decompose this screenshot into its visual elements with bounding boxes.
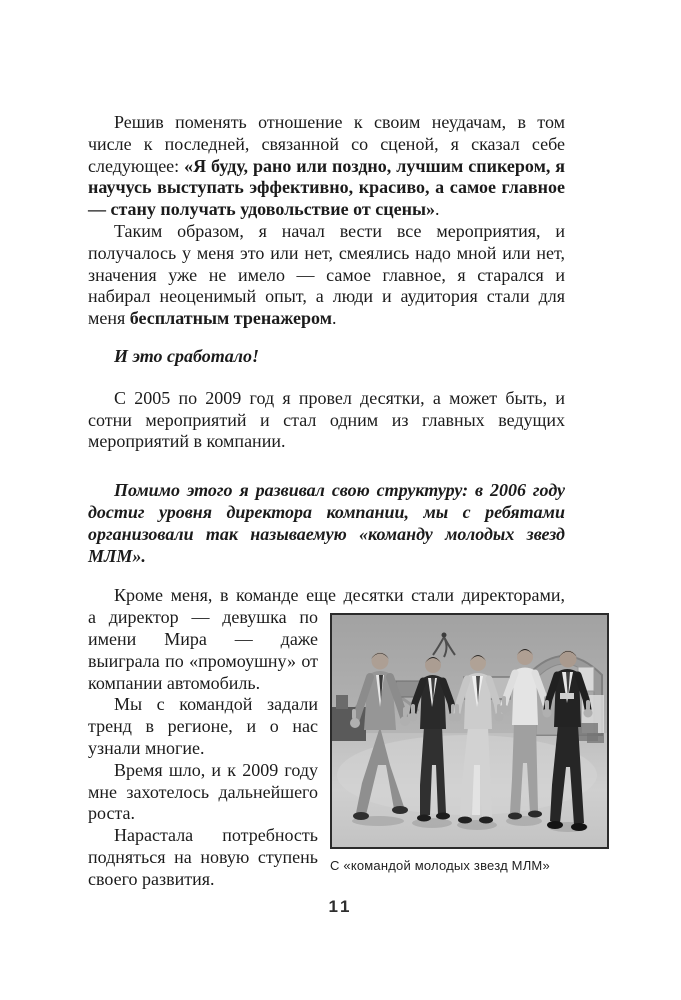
body-paragraph-5-lead: Кроме меня, в команде еще десятки стали директорами,	[114, 585, 565, 606]
body-paragraph-8: Нарастала потребность подняться на новую ступень своего развития.	[88, 825, 318, 889]
team-photo	[330, 613, 609, 849]
body-paragraph-1	[88, 112, 565, 221]
photo-text-wrap-section	[88, 607, 609, 890]
paragraph-1-bold-quote: «Я буду, рано или поздно, лучшим спикером, я научусь выступать эффективно, красиво, а самое главное — стану получать удовольствие от сцены»	[88, 155, 565, 220]
paragraph-1-period: .	[435, 199, 440, 220]
paragraph-2-period: .	[331, 308, 337, 329]
body-paragraph-6: Мы с командой задали тренд в регионе, и о нас узнали многие.	[88, 694, 318, 758]
body-paragraph-7: Время шло, и к 2009 году мне захотелось дальнейшего роста.	[88, 759, 318, 824]
photo-caption: С «командой молодых звезд МЛМ»	[330, 858, 550, 874]
paragraph-1-text: Решив поменять отношение к своим неудачам, в том числе к последней, связанной со сценой, я сказал себе следующее:	[88, 112, 565, 176]
body-paragraph-2	[88, 221, 565, 330]
paragraph-2-text: Таким образом, я начал вести все мероприятия, и получалось у меня это или нет, смеялись надо мной или нет, значения уже не имело — самое главное, я старался и набирал неоценимый опыт, а люди и аудитория стали для меня	[88, 220, 565, 329]
section-heading: И это сработало!	[114, 345, 259, 366]
text-block	[88, 112, 609, 891]
page-number: 11	[328, 897, 353, 916]
body-paragraph-5-rest: а директор — девушка по имени Мира — даже выиграла по «промоушну» от компании автомобиль.	[88, 607, 318, 693]
body-paragraph-3: С 2005 по 2009 год я провел десятки, а может быть, и сотни мероприятий и стал одним из главных ведущих мероприятий в компании.	[88, 387, 565, 452]
body-paragraph-4-emphasis: Помимо этого я развивал свою структуру: в 2006 году достиг уровня директора компании, мы с ребятами организовали так называемую «команду молодых звезд МЛМ».	[88, 480, 565, 566]
team-photo-figure	[330, 613, 609, 873]
paragraph-2-bold-phrase: бесплатным тренажером	[129, 308, 332, 329]
